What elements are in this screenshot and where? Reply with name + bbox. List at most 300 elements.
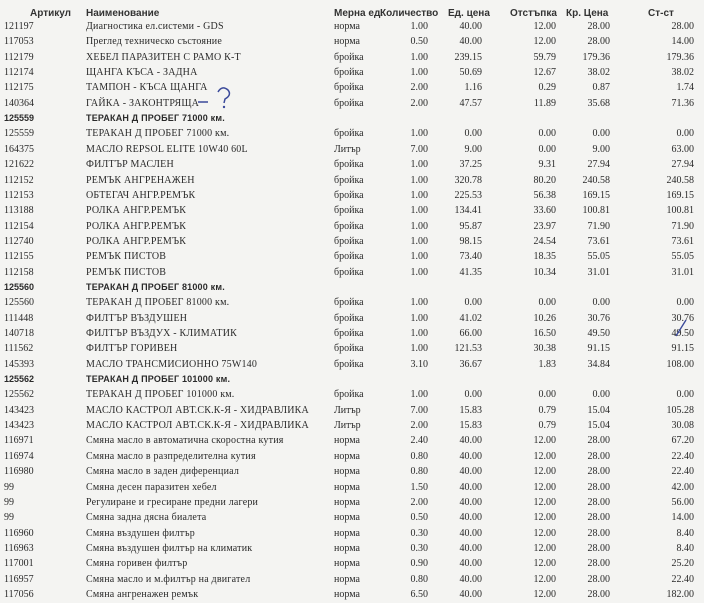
cell-total: 49.50 [671,328,694,339]
cell-code: 121197 [4,21,34,32]
cell-price: 0.00 [464,128,482,140]
cell-net: 28.00 [587,573,610,585]
cell-unit: норма [334,450,360,462]
cell-qty: 2.00 [410,496,428,508]
cell-net: 49.50 [587,328,610,339]
cell-price: 15.83 [459,404,482,416]
cell-code: 125562 [4,374,35,385]
cell-discount: 12.00 [533,512,556,524]
cell-code: 125560 [4,281,35,292]
cell-price: 40.00 [459,588,482,600]
cell-discount: 12.00 [533,496,556,508]
cell-total: 28.00 [671,21,694,32]
cell-discount: 12.67 [533,67,556,79]
cell-name: РОЛКА АНГР.РЕМЪК [86,235,187,247]
cell-net: 240.58 [582,174,610,186]
cell-total: 38.02 [671,67,694,79]
cell-discount: 0.29 [538,82,556,94]
cell-code: 116974 [4,450,34,462]
cell-discount: 10.26 [533,312,556,324]
cell-unit: Литър [334,404,361,416]
cell-code: 164375 [4,143,34,155]
cell-discount: 12.00 [533,36,556,48]
cell-discount: 24.54 [533,235,556,247]
cell-unit: бройка [334,312,364,324]
cell-total: 25.20 [671,558,694,570]
cell-unit: норма [334,512,360,524]
cell-qty: 1.00 [410,251,428,263]
cell-net: 34.84 [587,358,610,370]
group-header-row [0,373,704,388]
cell-qty: 1.00 [410,389,428,401]
cell-name: Смяна масло в заден диференциал [86,466,240,478]
cell-unit: бройка [334,389,364,401]
cell-net: 28.00 [587,512,610,524]
cell-discount: 10.34 [533,266,556,278]
table-row [0,450,704,465]
cell-name: ТЕРАКАН Д ПРОБЕГ 81000 км. [86,281,225,292]
cell-net: 73.61 [587,235,610,247]
cell-qty: 1.00 [410,128,428,140]
cell-net: 28.00 [587,542,610,554]
cell-name: ТЕРАКАН Д ПРОБЕГ 101000 км. [86,389,235,401]
cell-price: 40.00 [459,466,482,478]
cell-qty: 1.00 [410,312,428,324]
cell-discount: 80.20 [533,174,556,186]
cell-total: 105.28 [666,404,694,416]
cell-qty: 1.00 [410,235,428,247]
table-row [0,189,704,204]
group-header-row [0,281,704,296]
cell-unit: бройка [334,297,364,309]
cell-unit: бройка [334,174,364,186]
cell-price: 40.00 [459,542,482,554]
header-unit: Мерна ед. [334,8,384,19]
cell-price: 37.25 [459,159,482,171]
cell-net: 27.94 [587,159,610,171]
cell-price: 9.00 [464,143,482,155]
cell-discount: 23.97 [533,220,556,232]
cell-code: 143423 [4,404,34,416]
cell-total: 30.76 [671,312,694,324]
cell-unit: бройка [334,51,364,63]
cell-unit: бройка [334,220,364,232]
cell-name: ТЕРАКАН Д ПРОБЕГ 81000 км. [86,297,230,309]
table-row [0,434,704,449]
header-net-price: Кр. Цена [566,8,609,19]
cell-qty: 2.00 [410,82,428,94]
cell-code: 111562 [4,343,34,355]
cell-name: ФИЛТЪР ВЪЗДУХ - КЛИМАТИК [86,328,238,339]
cell-discount: 16.50 [533,328,556,339]
cell-qty: 0.80 [410,450,428,462]
cell-unit: норма [334,481,360,493]
cell-net: 28.00 [587,450,610,462]
table-row [0,51,704,66]
cell-qty: 1.00 [410,51,428,63]
cell-discount: 0.79 [538,420,556,432]
cell-total: 22.40 [671,573,694,585]
cell-net: 91.15 [587,343,610,355]
cell-total: 91.15 [671,343,694,355]
cell-net: 28.00 [587,435,610,447]
cell-qty: 2.00 [410,420,428,432]
cell-total: 31.01 [671,266,694,278]
cell-discount: 1.83 [538,358,556,370]
cell-code: 117053 [4,36,34,48]
cell-code: 112174 [4,67,34,79]
cell-total: 179.36 [666,51,694,63]
cell-total: 182.00 [666,588,694,600]
table-row [0,235,704,250]
cell-price: 40.00 [459,36,482,48]
cell-code: 116971 [4,435,34,447]
cell-qty: 1.00 [410,67,428,79]
cell-qty: 1.00 [410,174,428,186]
cell-price: 40.00 [459,496,482,508]
table-row [0,358,704,373]
cell-name: МАСЛО ТРАНСМИСИОННО 75W140 [86,358,258,370]
cell-discount: 9.31 [538,159,556,171]
cell-name: Диагностика ел.системи - GDS [86,21,224,32]
table-row [0,158,704,173]
cell-name: Смяна задна дясна биалета [86,512,207,524]
header-qty: Количество [380,8,439,19]
cell-name: Смяна въздушен филтър на климатик [86,542,253,554]
cell-price: 95.87 [459,220,482,232]
cell-code: 112179 [4,51,34,63]
cell-code: 125560 [4,297,34,309]
cell-unit: Литър [334,420,361,432]
header-code: Артикул [30,8,72,19]
cell-discount: 0.00 [538,297,556,309]
cell-code: 112175 [4,82,34,94]
table-row [0,327,704,342]
cell-code: 112740 [4,235,34,247]
cell-unit: норма [334,588,360,600]
cell-discount: 12.00 [533,588,556,600]
table-row [0,266,704,281]
cell-total: 8.40 [676,527,694,539]
cell-net: 15.04 [587,404,610,416]
cell-net: 0.87 [592,82,610,94]
cell-code: 112158 [4,266,34,278]
cell-qty: 0.80 [410,573,428,585]
cell-price: 239.15 [454,51,482,63]
table-row [0,465,704,480]
cell-price: 41.02 [459,312,482,324]
table-row [0,388,704,403]
cell-discount: 12.00 [533,481,556,493]
cell-price: 41.35 [459,266,482,278]
cell-unit: бройка [334,358,364,370]
cell-price: 40.00 [459,450,482,462]
cell-total: 0.00 [676,297,694,309]
cell-discount: 12.00 [533,527,556,539]
cell-qty: 0.30 [410,527,428,539]
cell-qty: 2.40 [410,435,428,447]
group-header-row [0,112,704,127]
cell-qty: 0.30 [410,542,428,554]
cell-name: РЕМЪК ПИСТОВ [86,266,167,278]
table-row [0,20,704,35]
cell-total: 14.00 [671,512,694,524]
cell-qty: 1.00 [410,266,428,278]
cell-code: 121622 [4,159,34,171]
cell-qty: 1.00 [410,297,428,309]
table-row [0,496,704,511]
cell-net: 9.00 [592,143,610,155]
cell-unit: норма [334,542,360,554]
cell-price: 1.16 [464,82,482,94]
cell-qty: 7.00 [410,404,428,416]
cell-name: Смяна горивен филтър [86,558,188,570]
cell-qty: 6.50 [410,588,428,600]
cell-discount: 12.00 [533,573,556,585]
cell-name: ТАМПОН - КЪСА ЩАНГА [86,82,208,94]
table-row [0,127,704,142]
cell-qty: 0.50 [410,36,428,48]
cell-discount: 12.00 [533,21,556,32]
cell-code: 140364 [4,97,34,109]
cell-total: 0.00 [676,128,694,140]
cell-qty: 1.00 [410,159,428,171]
cell-net: 28.00 [587,527,610,539]
table-row [0,481,704,496]
cell-unit: бройка [334,343,364,355]
cell-qty: 1.00 [410,343,428,355]
table-row [0,573,704,588]
cell-total: 240.58 [666,174,694,186]
cell-discount: 18.35 [533,251,556,263]
cell-net: 0.00 [592,389,610,401]
cell-code: 116957 [4,573,34,585]
table-row [0,419,704,434]
cell-code: 140718 [4,328,34,339]
cell-price: 134.41 [454,205,482,217]
cell-total: 30.08 [671,420,694,432]
cell-total: 27.94 [671,159,694,171]
cell-discount: 0.00 [538,143,556,155]
cell-unit: норма [334,527,360,539]
cell-total: 8.40 [676,542,694,554]
cell-price: 40.00 [459,435,482,447]
cell-unit: норма [334,573,360,585]
cell-name: Смяна ангренажен ремък [86,588,199,600]
cell-total: 100.81 [666,205,694,217]
cell-unit: норма [334,466,360,478]
cell-unit: бройка [334,266,364,278]
cell-discount: 12.00 [533,435,556,447]
cell-code: 99 [4,512,14,524]
cell-total: 56.00 [671,496,694,508]
cell-name: ХЕБЕЛ ПАРАЗИТЕН С РАМО К-Т [86,51,241,63]
cell-unit: бройка [334,189,364,201]
cell-total: 14.00 [671,36,694,48]
cell-price: 320.78 [454,174,482,186]
cell-price: 40.00 [459,573,482,585]
table-row [0,296,704,311]
cell-code: 116963 [4,542,34,554]
cell-price: 50.69 [459,67,482,79]
cell-name: Смяна масло и м.филтър на двигател [86,573,251,585]
table-row [0,588,704,603]
cell-net: 169.15 [582,189,610,201]
table-row [0,250,704,265]
cell-price: 66.00 [459,328,482,339]
table-row [0,35,704,50]
cell-total: 169.15 [666,189,694,201]
cell-total: 42.00 [671,481,694,493]
cell-qty: 1.00 [410,205,428,217]
cell-unit: норма [334,21,360,32]
cell-code: 117001 [4,558,34,570]
cell-name: ТЕРАКАН Д ПРОБЕГ 71000 км. [86,113,225,124]
cell-unit: бройка [334,205,364,217]
cell-net: 30.76 [587,312,610,324]
cell-discount: 12.00 [533,466,556,478]
table-row [0,220,704,235]
cell-name: ФИЛТЪР МАСЛЕН [86,159,174,171]
cell-total: 73.61 [671,235,694,247]
cell-total: 22.40 [671,466,694,478]
table-row [0,557,704,572]
cell-name: Преглед техническо състояние [86,36,222,48]
cell-price: 40.00 [459,21,482,32]
cell-unit: норма [334,496,360,508]
table-row [0,542,704,557]
cell-total: 63.00 [671,143,694,155]
cell-qty: 1.00 [410,189,428,201]
cell-discount: 33.60 [533,205,556,217]
header-total: Ст-ст [648,8,674,19]
cell-unit: бройка [334,235,364,247]
cell-code: 116980 [4,466,34,478]
cell-net: 28.00 [587,36,610,48]
cell-name: РЕМЪК ПИСТОВ [86,251,167,263]
cell-price: 40.00 [459,481,482,493]
cell-price: 225.53 [454,189,482,201]
cell-discount: 12.00 [533,558,556,570]
cell-price: 15.83 [459,420,482,432]
cell-unit: бройка [334,128,364,140]
cell-name: РОЛКА АНГР.РЕМЪК [86,205,187,217]
cell-net: 179.36 [582,51,610,63]
table-row [0,342,704,357]
cell-unit: бройка [334,251,364,263]
cell-unit: бройка [334,97,364,109]
cell-net: 35.68 [587,97,610,109]
table-row [0,404,704,419]
cell-price: 121.53 [454,343,482,355]
cell-price: 98.15 [459,235,482,247]
cell-name: МАСЛО REPSOL ELITE 10W40 60L [86,143,248,155]
cell-total: 67.20 [671,435,694,447]
cell-name: ОБТЕГАЧ АНГР.РЕМЪК [86,189,196,201]
cell-name: ТЕРАКАН Д ПРОБЕГ 101000 км. [86,374,231,385]
cell-qty: 1.00 [410,220,428,232]
cell-name: МАСЛО КАСТРОЛ АВТ.СК.К-Я - ХИДРАВЛИКА [86,404,309,416]
cell-discount: 30.38 [533,343,556,355]
cell-price: 0.00 [464,297,482,309]
cell-code: 125562 [4,389,34,401]
cell-discount: 12.00 [533,542,556,554]
cell-qty: 0.90 [410,558,428,570]
cell-name: Смяна въздушен филтър [86,527,195,539]
cell-code: 145393 [4,358,34,370]
cell-qty: 1.00 [410,21,428,32]
cell-net: 28.00 [587,588,610,600]
cell-code: 99 [4,496,14,508]
cell-name: РОЛКА АНГР.РЕМЪК [86,220,187,232]
cell-name: ФИЛТЪР ВЪЗДУШЕН [86,312,188,324]
cell-code: 112155 [4,251,34,263]
table-row [0,174,704,189]
cell-name: Смяна масло в разпределителна кутия [86,450,256,462]
cell-code: 113188 [4,205,34,217]
cell-net: 31.01 [587,266,610,278]
cell-net: 28.00 [587,481,610,493]
table-row [0,66,704,81]
cell-total: 71.36 [671,97,694,109]
cell-code: 125559 [4,128,34,140]
cell-qty: 2.00 [410,97,428,109]
cell-price: 73.40 [459,251,482,263]
cell-total: 108.00 [666,358,694,370]
cell-net: 15.04 [587,420,610,432]
cell-code: 99 [4,481,14,493]
cell-name: Смяна десен паразитен хебел [86,481,217,493]
header-discount: Отстъпка [510,8,557,19]
cell-total: 71.90 [671,220,694,232]
cell-net: 38.02 [587,67,610,79]
cell-code: 117056 [4,588,34,600]
cell-unit: бройка [334,67,364,79]
cell-total: 55.05 [671,251,694,263]
cell-qty: 0.80 [410,466,428,478]
cell-unit: Литър [334,143,361,155]
header-name: Наименование [86,8,160,19]
cell-unit: бройка [334,328,364,339]
cell-net: 28.00 [587,496,610,508]
cell-name: ФИЛТЪР ГОРИВЕН [86,343,178,355]
cell-name: ЩАНГА КЪСА - ЗАДНА [86,67,198,79]
cell-discount: 11.89 [533,97,556,109]
cell-name: ТЕРАКАН Д ПРОБЕГ 71000 км. [86,128,230,140]
cell-code: 143423 [4,420,34,432]
cell-discount: 12.00 [533,450,556,462]
cell-net: 0.00 [592,297,610,309]
cell-qty: 1.50 [410,481,428,493]
cell-unit: норма [334,36,360,48]
cell-code: 125559 [4,113,35,124]
cell-net: 0.00 [592,128,610,140]
cell-total: 22.40 [671,450,694,462]
cell-code: 112153 [4,189,34,201]
cell-name: ГАЙКА - ЗАКОНТРЯЩА [86,97,200,109]
cell-price: 47.57 [459,97,482,109]
cell-code: 111448 [4,312,34,324]
table-row [0,527,704,542]
table-row [0,97,704,112]
cell-unit: бройка [334,159,364,171]
cell-name: Смяна масло в автоматична скоростна кутия [86,435,284,447]
cell-total: 1.74 [676,82,694,94]
cell-net: 100.81 [582,205,610,217]
cell-qty: 3.10 [410,358,428,370]
cell-qty: 1.00 [410,328,428,339]
cell-net: 71.90 [587,220,610,232]
